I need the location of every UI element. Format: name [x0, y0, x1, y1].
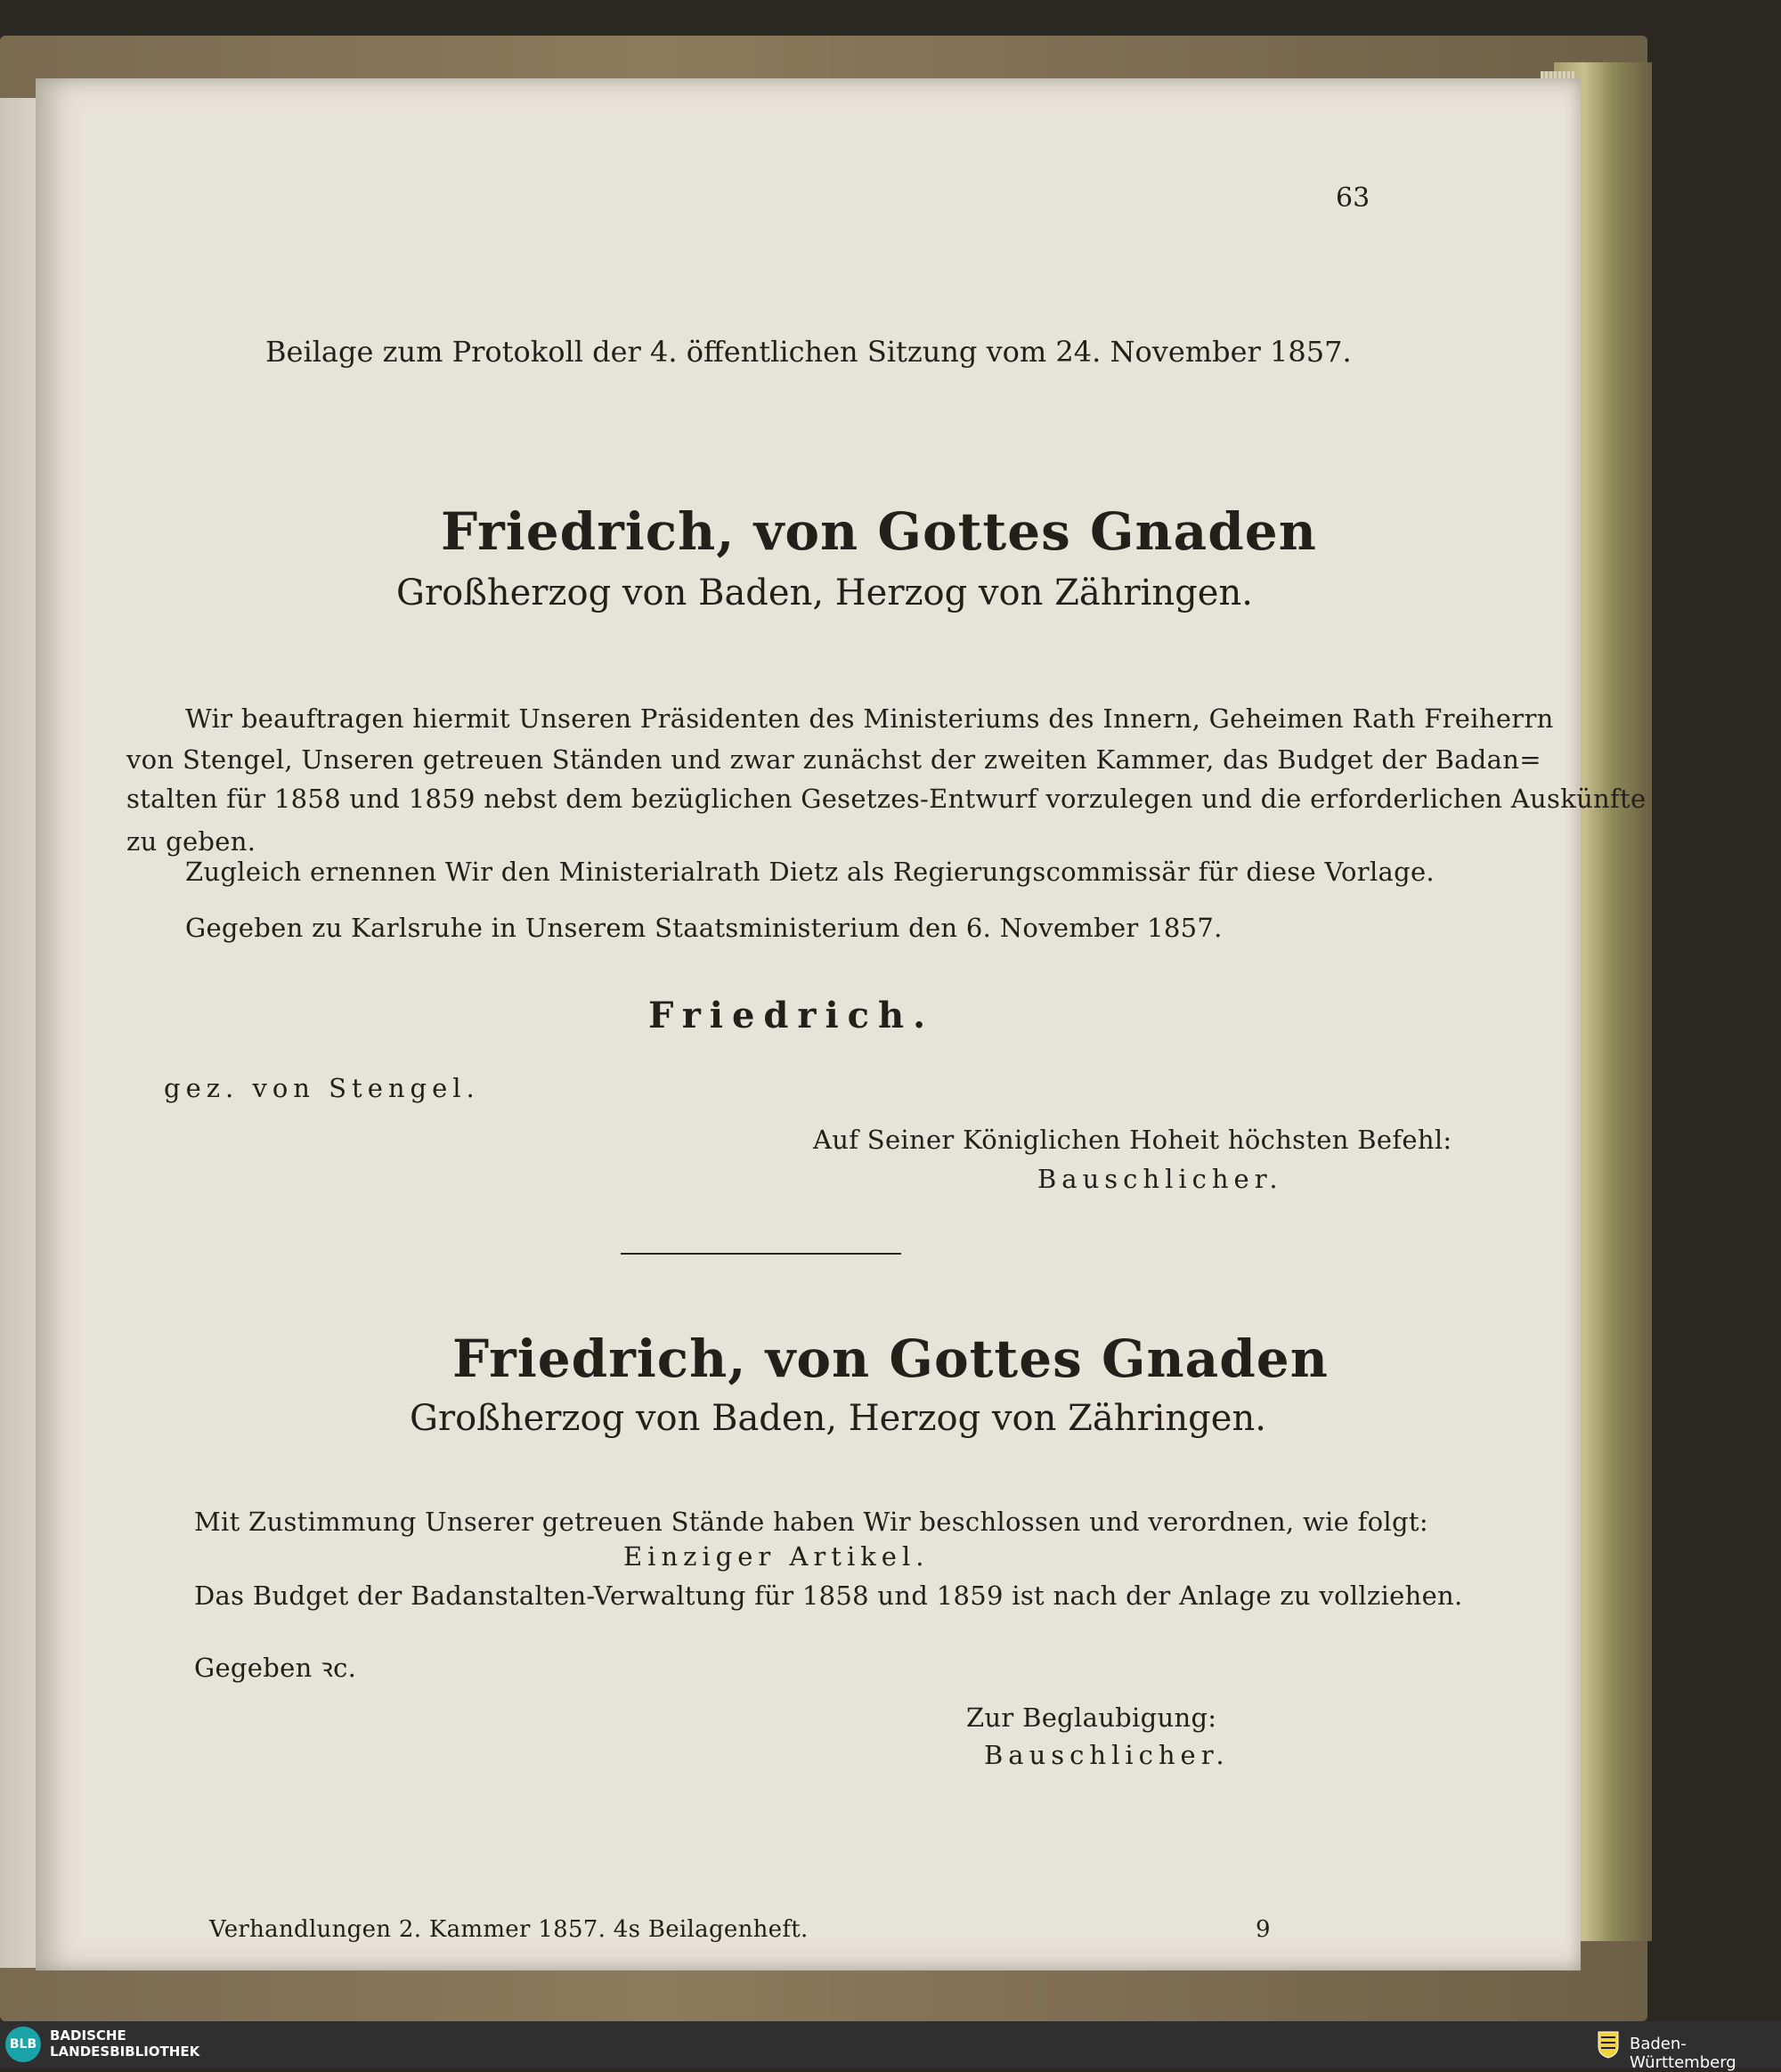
decree2-article-heading: Einziger Artikel. [623, 1541, 930, 1572]
decree1-secretary: Bauschlicher. [1037, 1164, 1283, 1194]
decree2-article-text: Das Budget der Badanstalten-Verwaltung für 1858 und 1859 ist nach der Anlage zu vollziehen. [194, 1580, 1463, 1611]
decree1-line-1: Wir beauftragen hiermit Unseren Präsidenten des Ministeriums des Innern, Geheimen Rath Freiherrn [185, 703, 1554, 734]
page-heading: Beilage zum Protokoll der 4. öffentlichen Sitzung vom 24. November 1857. [265, 335, 1352, 369]
state-name[interactable]: Baden-Württemberg [1630, 2035, 1736, 2072]
section-divider [621, 1253, 901, 1255]
decree1-line-3: stalten für 1858 und 1859 nebst dem bezüglichen Gesetzes-Entwurf vorzulegen und die erforderlichen Auskünfte [126, 784, 1647, 814]
decree1-line-5: Zugleich ernennen Wir den Ministerialrath Dietz als Regierungscommissär für diese Vorlage. [185, 857, 1435, 887]
decree1-subtitle: Großherzog von Baden, Herzog von Zähringen. [396, 573, 1253, 613]
decree1-countersign: gez. von Stengel. [164, 1073, 480, 1103]
decree2-intro: Mit Zustimmung Unserer getreuen Stände haben Wir beschlossen und verordnen, wie folgt: [194, 1507, 1428, 1537]
decree1-command: Auf Seiner Königlichen Hoheit höchsten Befehl: [813, 1125, 1452, 1155]
decree1-signature: Friedrich. [648, 995, 935, 1036]
decree1-title: Friedrich, von Gottes Gnaden [441, 501, 1317, 562]
library-name [50, 2027, 199, 2060]
decree1-line-2: von Stengel, Unseren getreuen Ständen und zwar zunächst der zweiten Kammer, das Budget der Badan= [126, 744, 1541, 775]
blb-logo-icon[interactable]: BLB [5, 2027, 41, 2062]
decree1-line-4: zu geben. [126, 826, 256, 857]
decree2-secretary: Bauschlicher. [984, 1740, 1230, 1770]
library-name-line2: LANDESBIBLIOTHEK [50, 2044, 200, 2060]
page-footer-right: 9 [1256, 1916, 1271, 1943]
institution-banner [0, 2021, 1781, 2068]
decree2-title: Friedrich, von Gottes Gnaden [452, 1329, 1329, 1389]
decree2-subtitle: Großherzog von Baden, Herzog von Zähringen. [410, 1398, 1266, 1439]
decree2-given: Gegeben ꝛc. [194, 1653, 357, 1683]
page-footer-left: Verhandlungen 2. Kammer 1857. 4s Beilagenheft. [209, 1916, 809, 1943]
state-crest-icon [1597, 2030, 1620, 2059]
decree2-certification: Zur Beglaubigung: [966, 1702, 1217, 1733]
decree1-given: Gegeben zu Karlsruhe in Unserem Staatsministerium den 6. November 1857. [185, 913, 1223, 943]
page-number: 63 [1336, 183, 1370, 214]
library-name-line1: BADISCHE [50, 2027, 126, 2044]
